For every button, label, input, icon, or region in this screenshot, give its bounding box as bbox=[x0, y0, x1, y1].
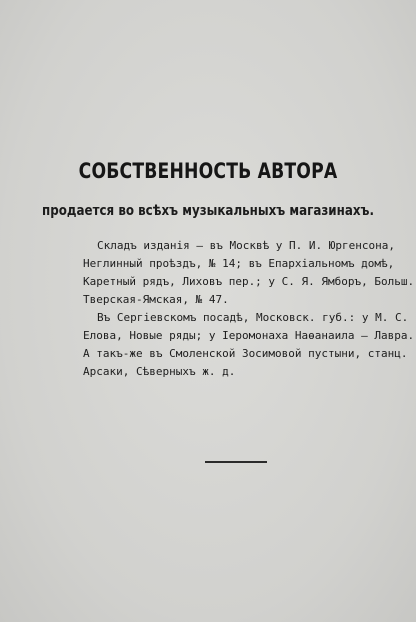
text-line: А такъ-же въ Смоленской Зосимовой пустыни, станц. bbox=[83, 347, 408, 360]
page-title: СОБСТВЕННОСТЬ АВТОРА bbox=[78, 159, 338, 183]
page-subtitle: продается во всѣхъ музыкальныхъ магазинахъ. bbox=[42, 203, 374, 219]
text-line: Складъ изданія — въ Москвѣ у П. И. Юргенсона, bbox=[97, 239, 396, 252]
text-line: Каретный рядъ, Лиховъ пер.; у С. Я. Ямборъ, Больш. bbox=[83, 275, 415, 288]
text-line: Неглинный проѣздъ, № 14; въ Епархіальномъ домѣ, bbox=[83, 257, 395, 270]
divider bbox=[205, 461, 267, 463]
text-line: Арсаки, Сѣверныхъ ж. д. bbox=[83, 365, 236, 378]
text-line: Елова, Новые ряды; у Іеромонаха Наѳанаила — Лавра. bbox=[83, 329, 415, 342]
text-line: Тверская-Ямская, № 47. bbox=[83, 293, 229, 306]
text-line: Въ Сергіевскомъ посадѣ, Московск. губ.: у М. С. bbox=[97, 311, 409, 324]
body-text bbox=[83, 237, 415, 381]
